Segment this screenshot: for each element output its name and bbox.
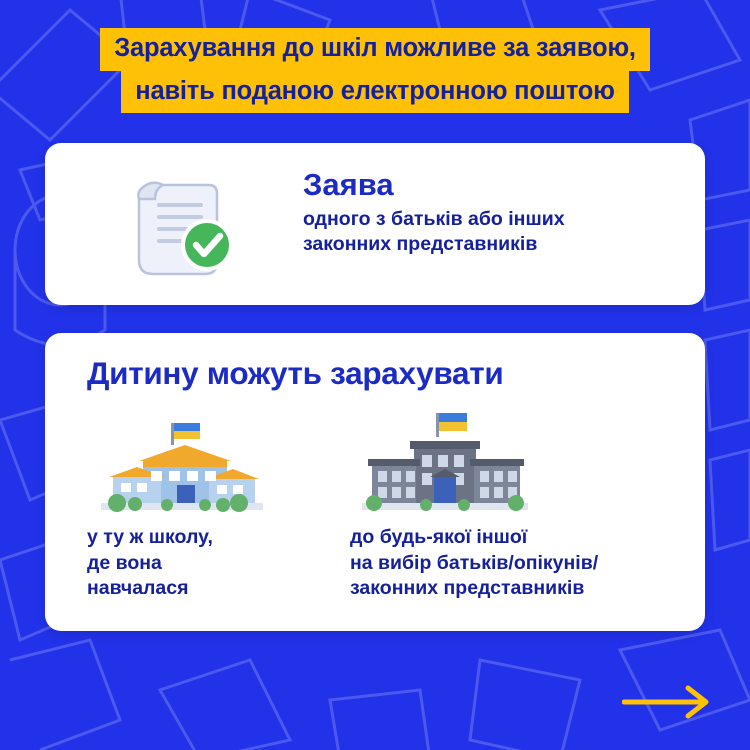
application-card bbox=[45, 143, 705, 305]
next-slide-arrow-icon[interactable] bbox=[622, 684, 714, 720]
option-1-caption-line-2: де вона bbox=[87, 551, 162, 574]
option-2-caption-line-1: до будь-якої іншої bbox=[350, 526, 528, 548]
option-2-caption-line-2: на вибір батьків/опікунів/ bbox=[350, 551, 599, 574]
enrollment-card bbox=[45, 333, 705, 631]
headline-line-2: навіть поданою електронною поштою bbox=[121, 71, 628, 114]
enrollment-option-1-caption bbox=[87, 525, 302, 602]
enrollment-title: Дитину можуть зарахувати bbox=[87, 355, 504, 391]
application-title: Заява bbox=[303, 167, 394, 202]
application-subtitle-line-1: одного з батьків або інших bbox=[303, 208, 565, 230]
option-1-caption-line-3: навчалася bbox=[87, 577, 189, 600]
headline bbox=[0, 28, 750, 113]
enrollment-option-2-caption bbox=[350, 525, 680, 602]
option-1-caption-line-1: у ту ж школу, bbox=[87, 526, 213, 548]
headline-line-1: Зарахування до шкіл можливе за заявою, bbox=[100, 28, 650, 71]
application-text-block bbox=[303, 169, 723, 257]
document-check-icon bbox=[123, 175, 245, 281]
application-subtitle-line-2: законних представників bbox=[303, 232, 538, 255]
option-2-caption-line-3: законних представників bbox=[350, 577, 585, 600]
